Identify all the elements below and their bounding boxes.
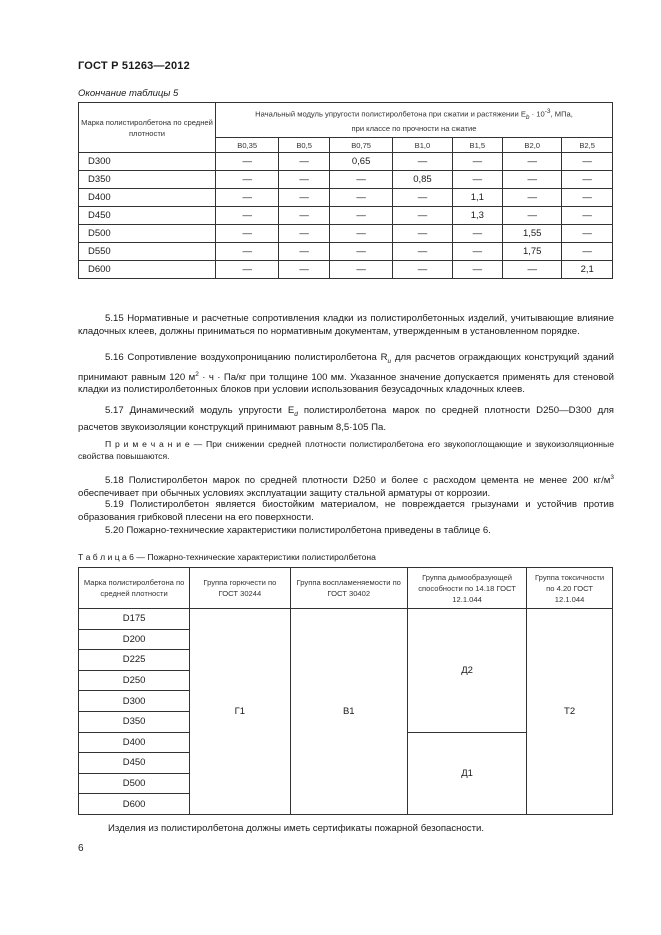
table5-row bbox=[79, 189, 613, 207]
table5-mark-cell: D450 bbox=[79, 207, 216, 225]
table5-class-header: B0,5 bbox=[279, 138, 330, 153]
table5-value-cell: 1,55 bbox=[503, 225, 562, 243]
table5-value-cell: — bbox=[329, 171, 392, 189]
document-header: ГОСТ Р 51263—2012 bbox=[78, 60, 190, 72]
table6-mark-cell: D200 bbox=[79, 629, 190, 650]
table5-class-header: B1,5 bbox=[452, 138, 503, 153]
table5-value-cell: 1,1 bbox=[452, 189, 503, 207]
note: П р и м е ч а н и е — При снижении средней плотности полистиролбетона его звукопоглощающие и звукоизоляционные свойства повышаются. bbox=[78, 439, 614, 461]
table5-value-cell: — bbox=[562, 207, 613, 225]
table6-toxicity-cell: Т2 bbox=[527, 609, 613, 815]
table6-header-cell: Группа горючести по ГОСТ 30244 bbox=[190, 568, 290, 609]
certificate-statement: Изделия из полистиролбетона должны иметь сертификаты пожарной безопасности. bbox=[108, 823, 485, 834]
table5-value-cell: — bbox=[503, 261, 562, 279]
table6-header-cell: Группа токсичности по 4.20 ГОСТ 12.1.044 bbox=[527, 568, 613, 609]
table5-value-cell: — bbox=[216, 171, 279, 189]
table5-mark-cell: D350 bbox=[79, 171, 216, 189]
table5-continuation-caption: Окончание таблицы 5 bbox=[78, 88, 179, 99]
table6-row bbox=[79, 609, 613, 630]
table5-row bbox=[79, 243, 613, 261]
table5-group-header: Начальный модуль упругости полистиролбетона при сжатии и растяжении $E_b \cdot 10^{-3}$, МПа, при классе по прочности на сжатие bbox=[216, 103, 613, 138]
table6-header-cell: Группа воспламеняемости по ГОСТ 30402 bbox=[290, 568, 407, 609]
table5-value-cell: — bbox=[393, 243, 452, 261]
table5-class-header: B2,0 bbox=[503, 138, 562, 153]
table5-value-cell: — bbox=[452, 225, 503, 243]
table6-mark-cell: D300 bbox=[79, 691, 190, 712]
table5-value-cell: — bbox=[279, 171, 330, 189]
table6-mark-cell: D225 bbox=[79, 650, 190, 671]
table5-row bbox=[79, 171, 613, 189]
note-label: П р и м е ч а н и е bbox=[105, 439, 190, 449]
table5-mark-cell: D600 bbox=[79, 261, 216, 279]
table5-value-cell: — bbox=[329, 225, 392, 243]
table5-value-cell: — bbox=[216, 189, 279, 207]
table5-mark-header: Марка полистиролбетона по средней плотности bbox=[79, 103, 216, 153]
table6-caption: Т а б л и ц а 6 — Пожарно-технические характеристики полистиролбетона bbox=[78, 552, 376, 562]
table6-header-cell: Марка полистиролбетона по средней плотности bbox=[79, 568, 190, 609]
paragraph-5-19: 5.19 Полистиролбетон является биостойким материалом, не повреждается грызунами и устойчив против образования грибковой плесени на его поверхности. bbox=[78, 499, 614, 523]
table5-row bbox=[79, 207, 613, 225]
table5-value-cell: — bbox=[393, 189, 452, 207]
table5-value-cell: 0,85 bbox=[393, 171, 452, 189]
table6-header-cell: Группа дымообразующей способности по 14.18 ГОСТ 12.1.044 bbox=[407, 568, 526, 609]
table6-mark-cell: D400 bbox=[79, 732, 190, 753]
table5-row bbox=[79, 225, 613, 243]
table6-mark-cell: D500 bbox=[79, 773, 190, 794]
table5-value-cell: 1,75 bbox=[503, 243, 562, 261]
table5-value-cell: — bbox=[503, 189, 562, 207]
table5-value-cell: — bbox=[393, 153, 452, 171]
table5-value-cell: — bbox=[562, 189, 613, 207]
table5-value-cell: — bbox=[393, 225, 452, 243]
table5-value-cell: — bbox=[329, 189, 392, 207]
table5-class-header: B0,75 bbox=[329, 138, 392, 153]
table5-value-cell: — bbox=[503, 153, 562, 171]
table5-value-cell: — bbox=[279, 261, 330, 279]
paragraph-5-15: 5.15 Нормативные и расчетные сопротивления кладки из полистиролбетонных изделий, учитывающие влияние кладочных клеев, должны приниматься по нормативным документам, утвержденным в установленном порядке. bbox=[78, 313, 614, 337]
table5-value-cell: — bbox=[452, 243, 503, 261]
table5-value-cell: — bbox=[503, 207, 562, 225]
table5-value-cell: — bbox=[562, 243, 613, 261]
table6-mark-cell: D175 bbox=[79, 609, 190, 630]
table6-header-row bbox=[79, 568, 613, 609]
table5-value-cell: — bbox=[216, 153, 279, 171]
table5-value-cell: — bbox=[329, 207, 392, 225]
table5-class-header: B1,0 bbox=[393, 138, 452, 153]
table5-value-cell: — bbox=[329, 261, 392, 279]
table6 bbox=[78, 567, 613, 815]
table5-mark-cell: D500 bbox=[79, 225, 216, 243]
paragraph-5-18: 5.18 Полистиролбетон марок по средней плотности D250 и более с расходом цемента не менее 200 $кг/м^3$ обеспечивает при обычных условиях эксплуатации защиту стальной арматуры от коррозии. bbox=[78, 474, 614, 499]
table5-value-cell: — bbox=[393, 207, 452, 225]
paragraph-5-17: 5.17 Динамический модуль упругости $E_d$ полистиролбетона марок по средней плотности D250—D300 для расчетов звукоизоляции конструкций принимают равным 8,5·105 Па. bbox=[78, 405, 614, 433]
table5-row bbox=[79, 153, 613, 171]
table6-mark-cell: D600 bbox=[79, 794, 190, 815]
table6-combustibility-cell: Г1 bbox=[190, 609, 290, 815]
paragraph-5-20: 5.20 Пожарно-технические характеристики полистиролбетона приведены в таблице 6. bbox=[105, 525, 491, 536]
table6-mark-cell: D450 bbox=[79, 753, 190, 774]
paragraph-5-16: 5.16 Сопротивление воздухопроницанию полистиролбетона $R_u$ для расчетов ограждающих конструкций зданий принимают равным 120 $м^2 \cdot ч \cdot Па/кг$ при толщине 100 мм. Указанное значение допускается применять для стеновой кладки из полистиролбетонных блоков при условии использования безусадочных кладочных клеев. bbox=[78, 352, 614, 396]
table5-value-cell: — bbox=[562, 153, 613, 171]
table5-value-cell: 1,3 bbox=[452, 207, 503, 225]
table5-value-cell: 0,65 bbox=[329, 153, 392, 171]
table5-value-cell: — bbox=[279, 225, 330, 243]
table5-value-cell: — bbox=[279, 243, 330, 261]
table5-value-cell: — bbox=[216, 261, 279, 279]
table5-value-cell: — bbox=[452, 171, 503, 189]
table5-mark-cell: D400 bbox=[79, 189, 216, 207]
table5-value-cell: — bbox=[393, 261, 452, 279]
table5-value-cell: — bbox=[279, 207, 330, 225]
table5-value-cell: — bbox=[216, 225, 279, 243]
table6-smoke-d2-cell: Д2 bbox=[407, 609, 526, 733]
table5-value-cell: — bbox=[329, 243, 392, 261]
table5-mark-cell: D300 bbox=[79, 153, 216, 171]
table5-value-cell: — bbox=[279, 189, 330, 207]
table5-value-cell: — bbox=[452, 261, 503, 279]
table5-value-cell: — bbox=[279, 153, 330, 171]
table5-row bbox=[79, 261, 613, 279]
table5-mark-cell: D550 bbox=[79, 243, 216, 261]
page-number: 6 bbox=[78, 843, 84, 854]
table6-mark-cell: D350 bbox=[79, 711, 190, 732]
table6-flammability-cell: В1 bbox=[290, 609, 407, 815]
table6-mark-cell: D250 bbox=[79, 670, 190, 691]
table5 bbox=[78, 102, 613, 279]
table5-value-cell: — bbox=[216, 243, 279, 261]
table5-value-cell: — bbox=[562, 171, 613, 189]
table6-smoke-d1-cell: Д1 bbox=[407, 732, 526, 814]
table5-value-cell: 2,1 bbox=[562, 261, 613, 279]
table5-value-cell: — bbox=[503, 171, 562, 189]
table5-class-header: B0,35 bbox=[216, 138, 279, 153]
table5-value-cell: — bbox=[562, 225, 613, 243]
table5-value-cell: — bbox=[452, 153, 503, 171]
table5-value-cell: — bbox=[216, 207, 279, 225]
table5-class-header: B2,5 bbox=[562, 138, 613, 153]
